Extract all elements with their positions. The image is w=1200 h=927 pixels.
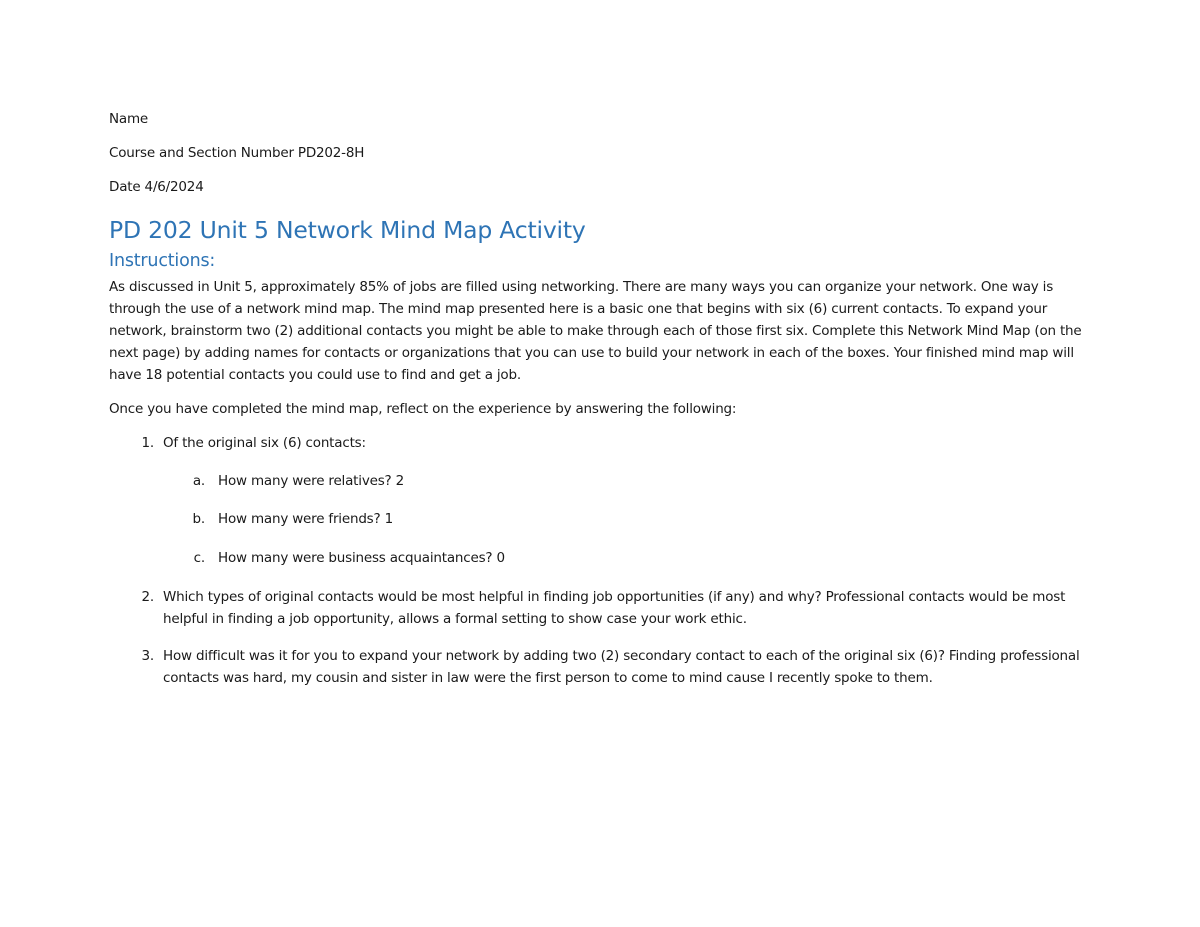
sub-question-letter: c. <box>193 550 205 566</box>
question-number: 3. <box>141 648 154 664</box>
course-section-label: Course and Section Number PD202-8H <box>109 145 365 161</box>
sub-question-letter: a. <box>192 473 205 489</box>
sub-question-text: How many were relatives? 2 <box>218 473 405 489</box>
date-label: Date 4/6/2024 <box>109 179 204 195</box>
sub-question-text: How many were friends? 1 <box>218 511 393 527</box>
question-text: Of the original six (6) contacts: <box>163 435 366 451</box>
question-text: How difficult was it for you to expand your network by adding two (2) secondary contact to each of the original six (6)? Finding professional contacts was hard, my cousin and sister in law were the first person to come to mind cause I recently spoke to them. <box>163 648 1080 686</box>
page-title: PD 202 Unit 5 Network Mind Map Activity <box>109 216 586 244</box>
lead-in-text: Once you have completed the mind map, reflect on the experience by answering the following: <box>109 401 737 417</box>
intro-paragraph: As discussed in Unit 5, approximately 85% of jobs are filled using networking. There are many ways you can organize your network. One way is through the use of a network mind map. The mind map presented here is a basic one that begins with six (6) current contacts. To expand your network, brainstorm two (2) additional contacts you might be able to make through each of those first six. Complete this Network Mind Map (on the next page) by adding names for contacts or organizations that you can use to build your network in each of the boxes. Your finished mind map will have 18 potential contacts you could use to find and get a job. <box>109 279 1082 383</box>
instructions-heading: Instructions: <box>109 251 216 271</box>
name-label: Name <box>109 111 149 127</box>
question-text: Which types of original contacts would be most helpful in finding job opportunities (if any) and why? Professional contacts would be most helpful in finding a job opportunity, allows a formal setting to show case your work ethic. <box>163 589 1066 627</box>
question-number: 1. <box>141 435 154 451</box>
question-number: 2. <box>141 589 154 605</box>
sub-question-letter: b. <box>192 511 205 527</box>
sub-question-text: How many were business acquaintances? 0 <box>218 550 505 566</box>
